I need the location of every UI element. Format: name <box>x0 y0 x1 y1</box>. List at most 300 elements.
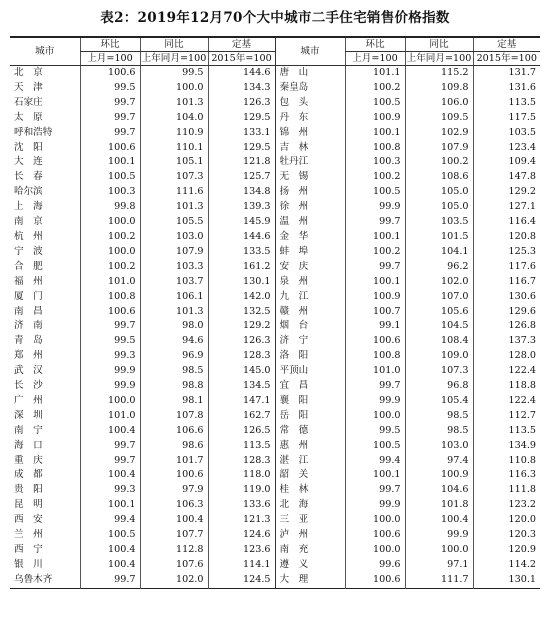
right-mom-cell: 101.0 <box>345 364 405 379</box>
right-mom-cell: 100.2 <box>345 170 405 185</box>
left-mom-cell: 99.7 <box>80 126 140 141</box>
left-yoy-cell: 111.6 <box>140 185 208 200</box>
left-fixed-cell: 161.2 <box>208 260 275 275</box>
left-city-cell: 南 京 <box>14 216 43 228</box>
table-row <box>10 468 540 483</box>
header-mom-sub-right: 上月=100 <box>345 52 405 66</box>
left-yoy-cell: 106.6 <box>140 424 208 439</box>
left-fixed-cell: 134.3 <box>208 81 275 96</box>
right-yoy-cell: 100.9 <box>405 468 473 483</box>
right-yoy-cell: 102.9 <box>405 126 473 141</box>
right-yoy-cell: 103.5 <box>405 215 473 230</box>
left-fixed-cell: 126.3 <box>208 334 275 349</box>
right-yoy-cell: 107.3 <box>405 364 473 379</box>
right-yoy-cell: 103.0 <box>405 439 473 454</box>
right-yoy-cell: 107.0 <box>405 290 473 305</box>
left-city-cell: 沈 阳 <box>14 141 43 153</box>
left-mom-cell: 99.7 <box>80 111 140 126</box>
left-fixed-cell: 145.9 <box>208 215 275 230</box>
table-row <box>10 483 540 498</box>
page-title: 表2：2019年12月70个大中城市二手住宅销售价格指数 <box>100 10 450 26</box>
right-city-cell: 南 充 <box>275 543 345 558</box>
left-fixed-cell: 119.0 <box>208 483 275 498</box>
right-yoy-cell: 115.2 <box>405 66 473 81</box>
right-fixed-cell: 109.4 <box>473 155 540 170</box>
right-mom-cell: 99.4 <box>345 454 405 469</box>
right-mom-cell: 100.8 <box>345 349 405 364</box>
right-city-cell: 宜 昌 <box>275 379 345 394</box>
left-yoy-cell: 103.0 <box>140 230 208 245</box>
right-yoy-cell: 111.7 <box>405 573 473 588</box>
right-fixed-cell: 111.8 <box>473 483 540 498</box>
right-yoy-cell: 96.2 <box>405 260 473 275</box>
left-city-cell: 成 都 <box>14 469 43 481</box>
right-yoy-cell: 104.6 <box>405 483 473 498</box>
right-city-cell: 遵 义 <box>275 558 345 573</box>
right-yoy-cell: 106.0 <box>405 96 473 111</box>
left-mom-cell: 99.3 <box>80 349 140 364</box>
right-yoy-cell: 109.0 <box>405 349 473 364</box>
left-yoy-cell: 107.9 <box>140 245 208 260</box>
left-mom-cell: 100.2 <box>80 230 140 245</box>
right-city-cell: 无 锡 <box>275 170 345 185</box>
right-fixed-cell: 120.3 <box>473 528 540 543</box>
left-mom-cell: 99.8 <box>80 200 140 215</box>
right-fixed-cell: 123.4 <box>473 141 540 156</box>
right-city-cell: 吉 林 <box>275 141 345 156</box>
left-city-cell: 石家庄 <box>14 96 43 108</box>
right-yoy-cell: 104.5 <box>405 319 473 334</box>
left-mom-cell: 100.4 <box>80 558 140 573</box>
table-row <box>10 260 540 275</box>
left-fixed-cell: 144.6 <box>208 66 275 81</box>
header-yoy-sub-left: 上年同月=100 <box>141 53 207 64</box>
right-mom-cell: 99.9 <box>345 200 405 215</box>
header-fixed-sub-right: 2015年=100 <box>473 52 540 66</box>
left-fixed-cell: 126.3 <box>208 96 275 111</box>
table-row <box>10 364 540 379</box>
left-mom-cell: 99.9 <box>80 379 140 394</box>
right-fixed-cell: 112.7 <box>473 409 540 424</box>
right-fixed-cell: 131.7 <box>473 66 540 81</box>
right-city-cell: 烟 台 <box>275 319 345 334</box>
left-mom-cell: 99.7 <box>80 319 140 334</box>
right-yoy-cell: 105.0 <box>405 200 473 215</box>
right-yoy-cell: 109.5 <box>405 111 473 126</box>
left-city-cell: 哈尔滨 <box>14 186 43 198</box>
left-yoy-cell: 98.5 <box>140 364 208 379</box>
right-yoy-cell: 107.9 <box>405 141 473 156</box>
left-yoy-cell: 99.5 <box>140 66 208 81</box>
table-row <box>10 111 540 126</box>
right-city-cell: 泸 州 <box>275 528 345 543</box>
right-mom-cell: 100.0 <box>345 409 405 424</box>
left-mom-cell: 100.4 <box>80 543 140 558</box>
left-yoy-cell: 105.5 <box>140 215 208 230</box>
right-city-cell: 温 州 <box>275 215 345 230</box>
left-fixed-cell: 126.5 <box>208 424 275 439</box>
left-yoy-cell: 107.8 <box>140 409 208 424</box>
left-mom-cell: 99.3 <box>80 483 140 498</box>
left-mom-cell: 100.0 <box>80 245 140 260</box>
right-city-cell: 襄 阳 <box>275 394 345 409</box>
left-mom-cell: 100.2 <box>80 260 140 275</box>
left-yoy-cell: 107.6 <box>140 558 208 573</box>
left-yoy-cell: 98.0 <box>140 319 208 334</box>
left-mom-cell: 100.1 <box>80 498 140 513</box>
right-fixed-cell: 137.3 <box>473 334 540 349</box>
left-city-cell: 大 连 <box>14 156 43 168</box>
right-fixed-cell: 122.4 <box>473 394 540 409</box>
right-fixed-cell: 123.2 <box>473 498 540 513</box>
left-mom-cell: 99.7 <box>80 573 140 588</box>
left-fixed-cell: 129.2 <box>208 319 275 334</box>
left-fixed-cell: 113.5 <box>208 439 275 454</box>
left-city-cell: 南 昌 <box>14 305 43 317</box>
header-yoy-right: 同比 <box>405 37 473 52</box>
right-yoy-cell: 108.4 <box>405 334 473 349</box>
right-fixed-cell: 120.8 <box>473 230 540 245</box>
table-row <box>10 558 540 573</box>
right-mom-cell: 100.1 <box>345 468 405 483</box>
right-fixed-cell: 130.6 <box>473 290 540 305</box>
right-city-cell: 九 江 <box>275 290 345 305</box>
right-city-cell: 蚌 埠 <box>275 245 345 260</box>
right-city-cell: 赣 州 <box>275 305 345 320</box>
left-city-cell: 天 津 <box>14 81 43 93</box>
right-mom-cell: 99.9 <box>345 394 405 409</box>
right-mom-cell: 99.7 <box>345 260 405 275</box>
right-mom-cell: 100.9 <box>345 290 405 305</box>
left-mom-cell: 101.0 <box>80 409 140 424</box>
left-fixed-cell: 162.7 <box>208 409 275 424</box>
right-fixed-cell: 113.5 <box>473 424 540 439</box>
left-mom-cell: 100.5 <box>80 528 140 543</box>
left-yoy-cell: 101.3 <box>140 200 208 215</box>
right-city-cell: 安 庆 <box>275 260 345 275</box>
right-yoy-cell: 98.5 <box>405 424 473 439</box>
left-city-cell: 杭 州 <box>14 230 43 242</box>
right-yoy-cell: 100.2 <box>405 155 473 170</box>
left-fixed-cell: 144.6 <box>208 230 275 245</box>
table-row <box>10 245 540 260</box>
left-city-cell: 乌鲁木齐 <box>14 573 53 585</box>
right-fixed-cell: 129.6 <box>473 305 540 320</box>
left-city-cell: 武 汉 <box>14 365 43 377</box>
right-mom-cell: 99.1 <box>345 319 405 334</box>
left-fixed-cell: 130.1 <box>208 275 275 290</box>
right-mom-cell: 100.6 <box>345 334 405 349</box>
right-fixed-cell: 117.5 <box>473 111 540 126</box>
table-row <box>10 394 540 409</box>
left-city-cell: 长 沙 <box>14 380 43 392</box>
left-city-cell: 西 安 <box>14 514 43 526</box>
right-yoy-cell: 99.9 <box>405 528 473 543</box>
right-fixed-cell: 128.0 <box>473 349 540 364</box>
left-city-cell: 兰 州 <box>14 529 43 541</box>
left-city-cell: 福 州 <box>14 275 43 287</box>
header-yoy-sub-right: 上年同月=100 <box>406 53 472 64</box>
header-fixed-right: 定基 <box>473 37 540 52</box>
right-fixed-cell: 118.8 <box>473 379 540 394</box>
right-mom-cell: 100.2 <box>345 245 405 260</box>
left-yoy-cell: 101.7 <box>140 454 208 469</box>
right-city-cell: 三 亚 <box>275 513 345 528</box>
right-fixed-cell: 134.9 <box>473 439 540 454</box>
left-fixed-cell: 129.5 <box>208 141 275 156</box>
right-fixed-cell: 103.5 <box>473 126 540 141</box>
right-mom-cell: 100.5 <box>345 185 405 200</box>
right-yoy-cell: 105.6 <box>405 305 473 320</box>
right-mom-cell: 100.1 <box>345 275 405 290</box>
left-fixed-cell: 123.6 <box>208 543 275 558</box>
right-city-cell: 丹 东 <box>275 111 345 126</box>
right-fixed-cell: 120.9 <box>473 543 540 558</box>
table-row <box>10 513 540 528</box>
left-yoy-cell: 97.9 <box>140 483 208 498</box>
table-row <box>10 439 540 454</box>
left-fixed-cell: 134.8 <box>208 185 275 200</box>
right-city-cell: 包 头 <box>275 96 345 111</box>
left-yoy-cell: 103.7 <box>140 275 208 290</box>
left-yoy-cell: 98.6 <box>140 439 208 454</box>
left-mom-cell: 99.9 <box>80 364 140 379</box>
header-city-left: 城市 <box>10 37 80 66</box>
right-mom-cell: 101.1 <box>345 66 405 81</box>
left-mom-cell: 100.0 <box>80 215 140 230</box>
right-fixed-cell: 147.8 <box>473 170 540 185</box>
right-city-cell: 锦 州 <box>275 126 345 141</box>
right-yoy-cell: 97.4 <box>405 454 473 469</box>
left-fixed-cell: 128.3 <box>208 454 275 469</box>
left-fixed-cell: 121.8 <box>208 155 275 170</box>
right-yoy-cell: 101.8 <box>405 498 473 513</box>
left-mom-cell: 99.4 <box>80 513 140 528</box>
left-city-cell: 深 圳 <box>14 409 43 421</box>
left-mom-cell: 100.8 <box>80 290 140 305</box>
right-mom-cell: 100.1 <box>345 230 405 245</box>
right-yoy-cell: 109.8 <box>405 81 473 96</box>
left-yoy-cell: 107.3 <box>140 170 208 185</box>
table-row <box>10 200 540 215</box>
left-city-cell: 厦 门 <box>14 290 43 302</box>
table-row <box>10 185 540 200</box>
left-city-cell: 青 岛 <box>14 335 43 347</box>
right-city-cell: 牡丹江 <box>275 155 345 170</box>
right-fixed-cell: 127.1 <box>473 200 540 215</box>
right-yoy-cell: 108.6 <box>405 170 473 185</box>
left-yoy-cell: 94.6 <box>140 334 208 349</box>
left-yoy-cell: 98.8 <box>140 379 208 394</box>
right-yoy-cell: 104.1 <box>405 245 473 260</box>
right-mom-cell: 100.9 <box>345 111 405 126</box>
right-city-cell: 岳 阳 <box>275 409 345 424</box>
right-city-cell: 惠 州 <box>275 439 345 454</box>
left-city-cell: 上 海 <box>14 201 43 213</box>
left-fixed-cell: 114.1 <box>208 558 275 573</box>
left-city-cell: 呼和浩特 <box>14 126 53 138</box>
left-city-cell: 宁 波 <box>14 245 43 257</box>
right-mom-cell: 99.7 <box>345 215 405 230</box>
left-mom-cell: 100.6 <box>80 305 140 320</box>
right-city-cell: 洛 阳 <box>275 349 345 364</box>
header-fixed-left: 定基 <box>208 37 275 52</box>
right-mom-cell: 100.5 <box>345 439 405 454</box>
left-fixed-cell: 125.7 <box>208 170 275 185</box>
right-mom-cell: 99.6 <box>345 558 405 573</box>
left-mom-cell: 99.7 <box>80 454 140 469</box>
right-city-cell: 济 宁 <box>275 334 345 349</box>
table-row <box>10 66 540 81</box>
right-mom-cell: 99.9 <box>345 498 405 513</box>
table-row <box>10 155 540 170</box>
left-yoy-cell: 100.0 <box>140 81 208 96</box>
right-mom-cell: 99.7 <box>345 379 405 394</box>
right-mom-cell: 100.8 <box>345 141 405 156</box>
left-city-cell: 南 宁 <box>14 424 43 436</box>
right-mom-cell: 100.5 <box>345 96 405 111</box>
left-yoy-cell: 100.4 <box>140 513 208 528</box>
left-mom-cell: 99.5 <box>80 81 140 96</box>
right-fixed-cell: 116.4 <box>473 215 540 230</box>
right-city-cell: 金 华 <box>275 230 345 245</box>
right-mom-cell: 100.1 <box>345 126 405 141</box>
right-fixed-cell: 122.4 <box>473 364 540 379</box>
table-row <box>10 319 540 334</box>
right-yoy-cell: 101.5 <box>405 230 473 245</box>
left-mom-cell: 100.0 <box>80 394 140 409</box>
right-city-cell: 徐 州 <box>275 200 345 215</box>
left-mom-cell: 100.3 <box>80 185 140 200</box>
right-fixed-cell: 117.6 <box>473 260 540 275</box>
right-city-cell: 北 海 <box>275 498 345 513</box>
right-yoy-cell: 105.0 <box>405 185 473 200</box>
right-yoy-cell: 97.1 <box>405 558 473 573</box>
left-fixed-cell: 133.5 <box>208 245 275 260</box>
right-fixed-cell: 126.8 <box>473 319 540 334</box>
right-mom-cell: 99.7 <box>345 483 405 498</box>
header-yoy-left: 同比 <box>140 37 208 52</box>
right-fixed-cell: 113.5 <box>473 96 540 111</box>
table-row <box>10 141 540 156</box>
left-city-cell: 贵 阳 <box>14 484 43 496</box>
left-fixed-cell: 142.0 <box>208 290 275 305</box>
right-fixed-cell: 110.8 <box>473 454 540 469</box>
right-city-cell: 桂 林 <box>275 483 345 498</box>
left-city-cell: 太 原 <box>14 111 43 123</box>
table-row <box>10 305 540 320</box>
table-row <box>10 349 540 364</box>
right-mom-cell: 100.3 <box>345 155 405 170</box>
table-body <box>10 66 540 589</box>
left-fixed-cell: 118.0 <box>208 468 275 483</box>
left-city-cell: 郑 州 <box>14 350 43 362</box>
right-fixed-cell: 114.2 <box>473 558 540 573</box>
left-mom-cell: 100.6 <box>80 141 140 156</box>
left-mom-cell: 100.4 <box>80 424 140 439</box>
left-fixed-cell: 133.6 <box>208 498 275 513</box>
left-yoy-cell: 98.1 <box>140 394 208 409</box>
left-city-cell: 重 庆 <box>14 454 43 466</box>
right-fixed-cell: 125.3 <box>473 245 540 260</box>
left-yoy-cell: 106.1 <box>140 290 208 305</box>
left-fixed-cell: 132.5 <box>208 305 275 320</box>
right-fixed-cell: 116.7 <box>473 275 540 290</box>
right-city-cell: 秦皇岛 <box>275 81 345 96</box>
right-yoy-cell: 102.0 <box>405 275 473 290</box>
header-mom-sub-left: 上月=100 <box>80 52 140 66</box>
right-yoy-cell: 100.0 <box>405 543 473 558</box>
left-city-cell: 银 川 <box>14 558 43 570</box>
header-fixed-sub-left: 2015年=100 <box>208 52 275 66</box>
table-row <box>10 126 540 141</box>
left-yoy-cell: 104.0 <box>140 111 208 126</box>
right-city-cell: 唐 山 <box>275 66 345 81</box>
left-fixed-cell: 139.3 <box>208 200 275 215</box>
header-city-right: 城市 <box>275 37 345 66</box>
left-yoy-cell: 112.8 <box>140 543 208 558</box>
right-yoy-cell: 105.4 <box>405 394 473 409</box>
left-city-cell: 广 州 <box>14 394 43 406</box>
table-row <box>10 498 540 513</box>
left-yoy-cell: 100.6 <box>140 468 208 483</box>
left-mom-cell: 100.6 <box>80 66 140 81</box>
left-fixed-cell: 129.5 <box>208 111 275 126</box>
right-fixed-cell: 131.6 <box>473 81 540 96</box>
left-yoy-cell: 107.7 <box>140 528 208 543</box>
left-yoy-cell: 106.3 <box>140 498 208 513</box>
left-yoy-cell: 96.9 <box>140 349 208 364</box>
left-yoy-cell: 103.3 <box>140 260 208 275</box>
right-city-cell: 扬 州 <box>275 185 345 200</box>
right-city-cell: 湛 江 <box>275 454 345 469</box>
right-mom-cell: 100.6 <box>345 573 405 588</box>
left-city-cell: 长 春 <box>14 171 43 183</box>
left-city-cell: 济 南 <box>14 320 43 332</box>
right-fixed-cell: 120.0 <box>473 513 540 528</box>
right-yoy-cell: 98.5 <box>405 409 473 424</box>
table-row <box>10 543 540 558</box>
table-row <box>10 334 540 349</box>
right-mom-cell: 99.5 <box>345 424 405 439</box>
right-mom-cell: 100.6 <box>345 528 405 543</box>
right-mom-cell: 100.0 <box>345 513 405 528</box>
table-row <box>10 424 540 439</box>
table-row <box>10 409 540 424</box>
left-mom-cell: 99.5 <box>80 334 140 349</box>
left-mom-cell: 100.4 <box>80 468 140 483</box>
right-yoy-cell: 100.4 <box>405 513 473 528</box>
table-row <box>10 528 540 543</box>
left-yoy-cell: 101.3 <box>140 96 208 111</box>
header-row-main <box>10 37 540 52</box>
right-mom-cell: 100.0 <box>345 543 405 558</box>
table-row <box>10 290 540 305</box>
table-row <box>10 170 540 185</box>
left-fixed-cell: 128.3 <box>208 349 275 364</box>
left-fixed-cell: 133.1 <box>208 126 275 141</box>
header-mom-left: 环比 <box>80 37 140 52</box>
left-city-cell: 海 口 <box>14 439 43 451</box>
right-yoy-cell: 96.8 <box>405 379 473 394</box>
left-fixed-cell: 124.5 <box>208 573 275 588</box>
right-mom-cell: 100.2 <box>345 81 405 96</box>
table-row <box>10 81 540 96</box>
left-city-cell: 北 京 <box>14 67 43 78</box>
table-row <box>10 379 540 394</box>
left-fixed-cell: 145.0 <box>208 364 275 379</box>
table-row <box>10 275 540 290</box>
